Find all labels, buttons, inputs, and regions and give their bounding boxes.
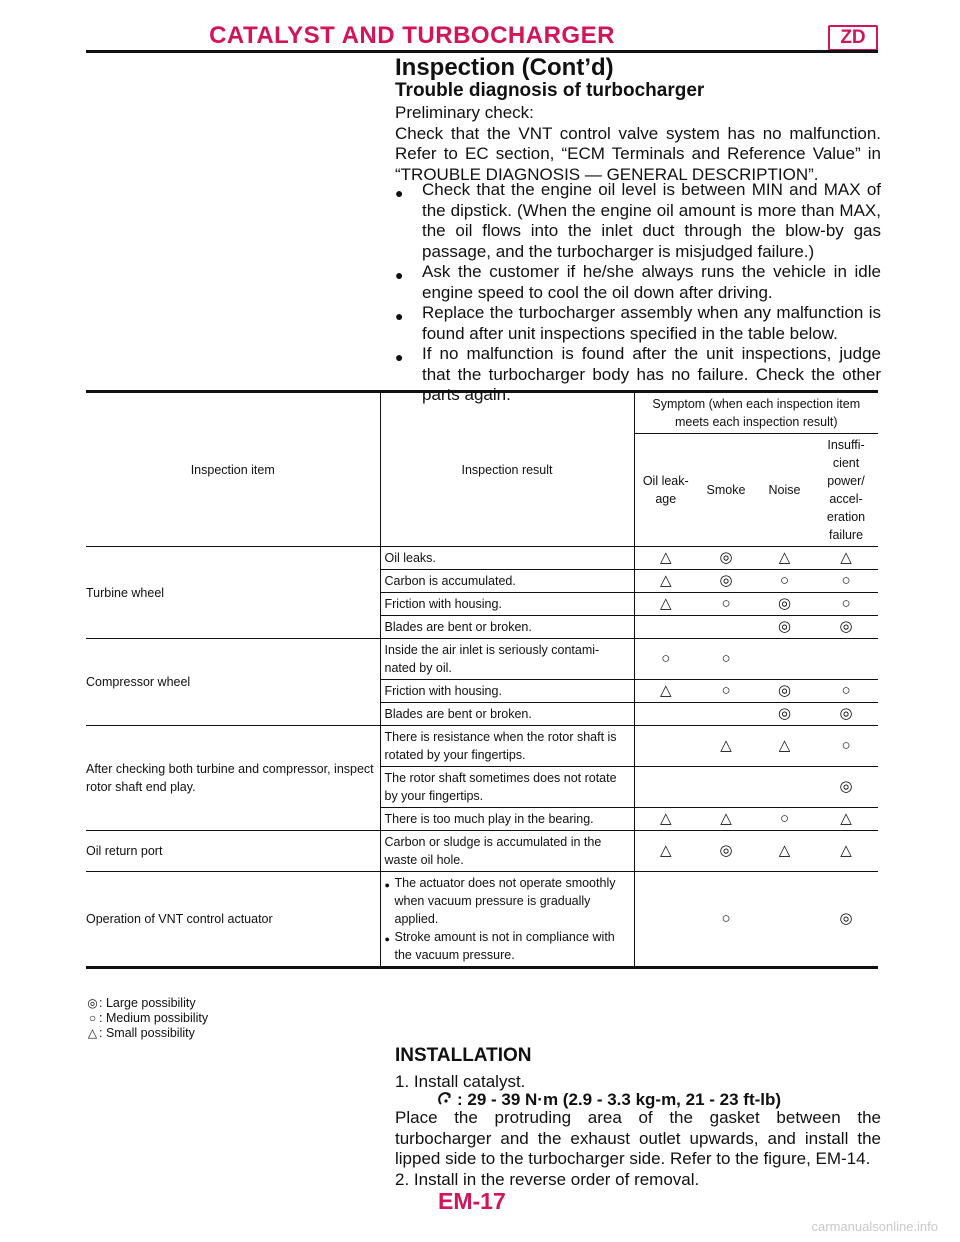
item-compressor-wheel: Compressor wheel [86,639,380,726]
header-badge: ZD [828,25,878,51]
table-row: Operation of VNT control actuator ● The actuator does not operate smoothly when vacuum pressure is gradually applied. ● Stroke amount is not in compliance with the vacuum pressure. ○ ◎ [86,872,878,968]
install-step-1: 1. Install catalyst. [395,1072,526,1091]
table-row: There is too much play in the bearing. △ △ ○ △ [86,808,878,831]
legend-small: △ : Small possibility [87,1026,195,1040]
legend-medium: ○ : Medium possibility [86,1011,208,1026]
table-row: After checking both turbine and compressor, inspect rotor shaft end play. There is resistance when the rotor shaft is rotated by your fingertips. △ △ ○ [86,726,878,767]
header-inspection-result: Inspection result [380,392,634,547]
install-step-2: 2. Install in the reverse order of removal. [395,1170,700,1189]
table-row: Compressor wheel Inside the air inlet is seriously contami- nated by oil. ○ ○ [86,639,878,680]
subsection-title: Trouble diagnosis of turbocharger [395,80,705,101]
header-smoke: Smoke [697,434,755,547]
item-oil-return-port: Oil return port [86,831,380,872]
bullet-icon: ● [395,267,404,283]
symbol-legend [86,996,208,1041]
bullet-icon: ● [395,308,404,324]
bullet-icon: ● [395,349,404,365]
table-row: Oil return port Carbon or sludge is accumulated in the waste oil hole. △ ◎ △ △ [86,831,878,872]
precaution-list [395,180,881,406]
list-item: ● If no malfunction is found after the unit inspections, judge that the turbocharger body has no failure. Check the other parts again. [395,344,881,404]
header-noise: Noise [755,434,814,547]
header-symptom: Symptom (when each inspection item meets each inspection result) [634,392,878,434]
item-turbine-wheel: Turbine wheel [86,547,380,639]
watermark: carmanualsonline.info [811,1219,938,1234]
small-possibility-icon: △ [87,1026,98,1040]
header-title: CATALYST AND TURBOCHARGER [209,22,615,49]
table-row: The rotor shaft sometimes does not rotate by your fingertips. ◎ [86,767,878,808]
preliminary-label: Preliminary check: [395,103,534,122]
section-title: Inspection (Cont’d) [395,54,614,81]
install-paragraph: Place the protruding area of the gasket between the turbocharger and the exhaust outlet upwards, and install the lipped side to the turbocharger side. Refer to the figure, EM-14. [395,1108,881,1168]
bullet-icon: ● [395,185,404,201]
table-row: Blades are bent or broken. ◎ ◎ [86,616,878,639]
list-item: ● The actuator does not operate smoothly when vacuum pressure is gradually applied. [384,876,616,926]
preliminary-text: Check that the VNT control valve system has no malfunction. Refer to EC section, “ECM Terminals and Reference Value” in “TROUBLE DIAGNOSIS — GENERAL DESCRIPTION”. [395,123,881,184]
page-number: EM-17 [438,1188,506,1214]
list-item: ● Ask the customer if he/she always runs the vehicle in idle engine speed to cool the oil down after driving. [395,262,881,302]
list-item: ● Check that the engine oil level is between MIN and MAX of the dipstick. (When the engine oil amount is more than MAX, the oil flows into the inlet duct through the blow-by gas passage, and the turbocharger is misjudged failure.) [395,180,881,261]
table-row: Turbine wheel Oil leaks. △ ◎ △ △ [86,547,878,570]
bullet-icon: ● [384,880,390,890]
large-possibility-icon: ◎ [87,996,98,1010]
table-row: Carbon is accumulated. △ ◎ ○ ○ [86,570,878,593]
item-vnt-actuator: Operation of VNT control actuator [86,872,380,968]
bullet-icon: ● [384,934,390,944]
diagnosis-table [86,390,878,969]
header-oil-leakage: Oil leak- age [634,434,697,547]
item-rotor-shaft: After checking both turbine and compressor, inspect rotor shaft end play. [86,726,380,831]
header-inspection-item: Inspection item [86,392,380,547]
list-item: ● Replace the turbocharger assembly when any malfunction is found after unit inspections specified in the table below. [395,303,881,343]
preliminary-block [395,103,881,185]
legend-large: ◎ : Large possibility [87,996,196,1010]
torque-wrench-icon [438,1092,454,1108]
list-item: ● Stroke amount is not in compliance with the vacuum pressure. [384,930,615,962]
installation-title: INSTALLATION [395,1045,532,1066]
header-rule [86,50,878,53]
table-row: Friction with housing. △ ○ ◎ ○ [86,593,878,616]
actuator-result-list [385,874,630,964]
table-row: Friction with housing. △ ○ ◎ ○ [86,680,878,703]
table-row: Blades are bent or broken. ◎ ◎ [86,703,878,726]
medium-possibility-icon: ○ [88,1011,97,1025]
torque-spec: : 29 - 39 N·m (2.9 - 3.3 kg-m, 21 - 23 ft-lb) [438,1090,781,1110]
header-insufficient-power: Insuffi- cient power/ accel- eration failure [814,434,878,547]
